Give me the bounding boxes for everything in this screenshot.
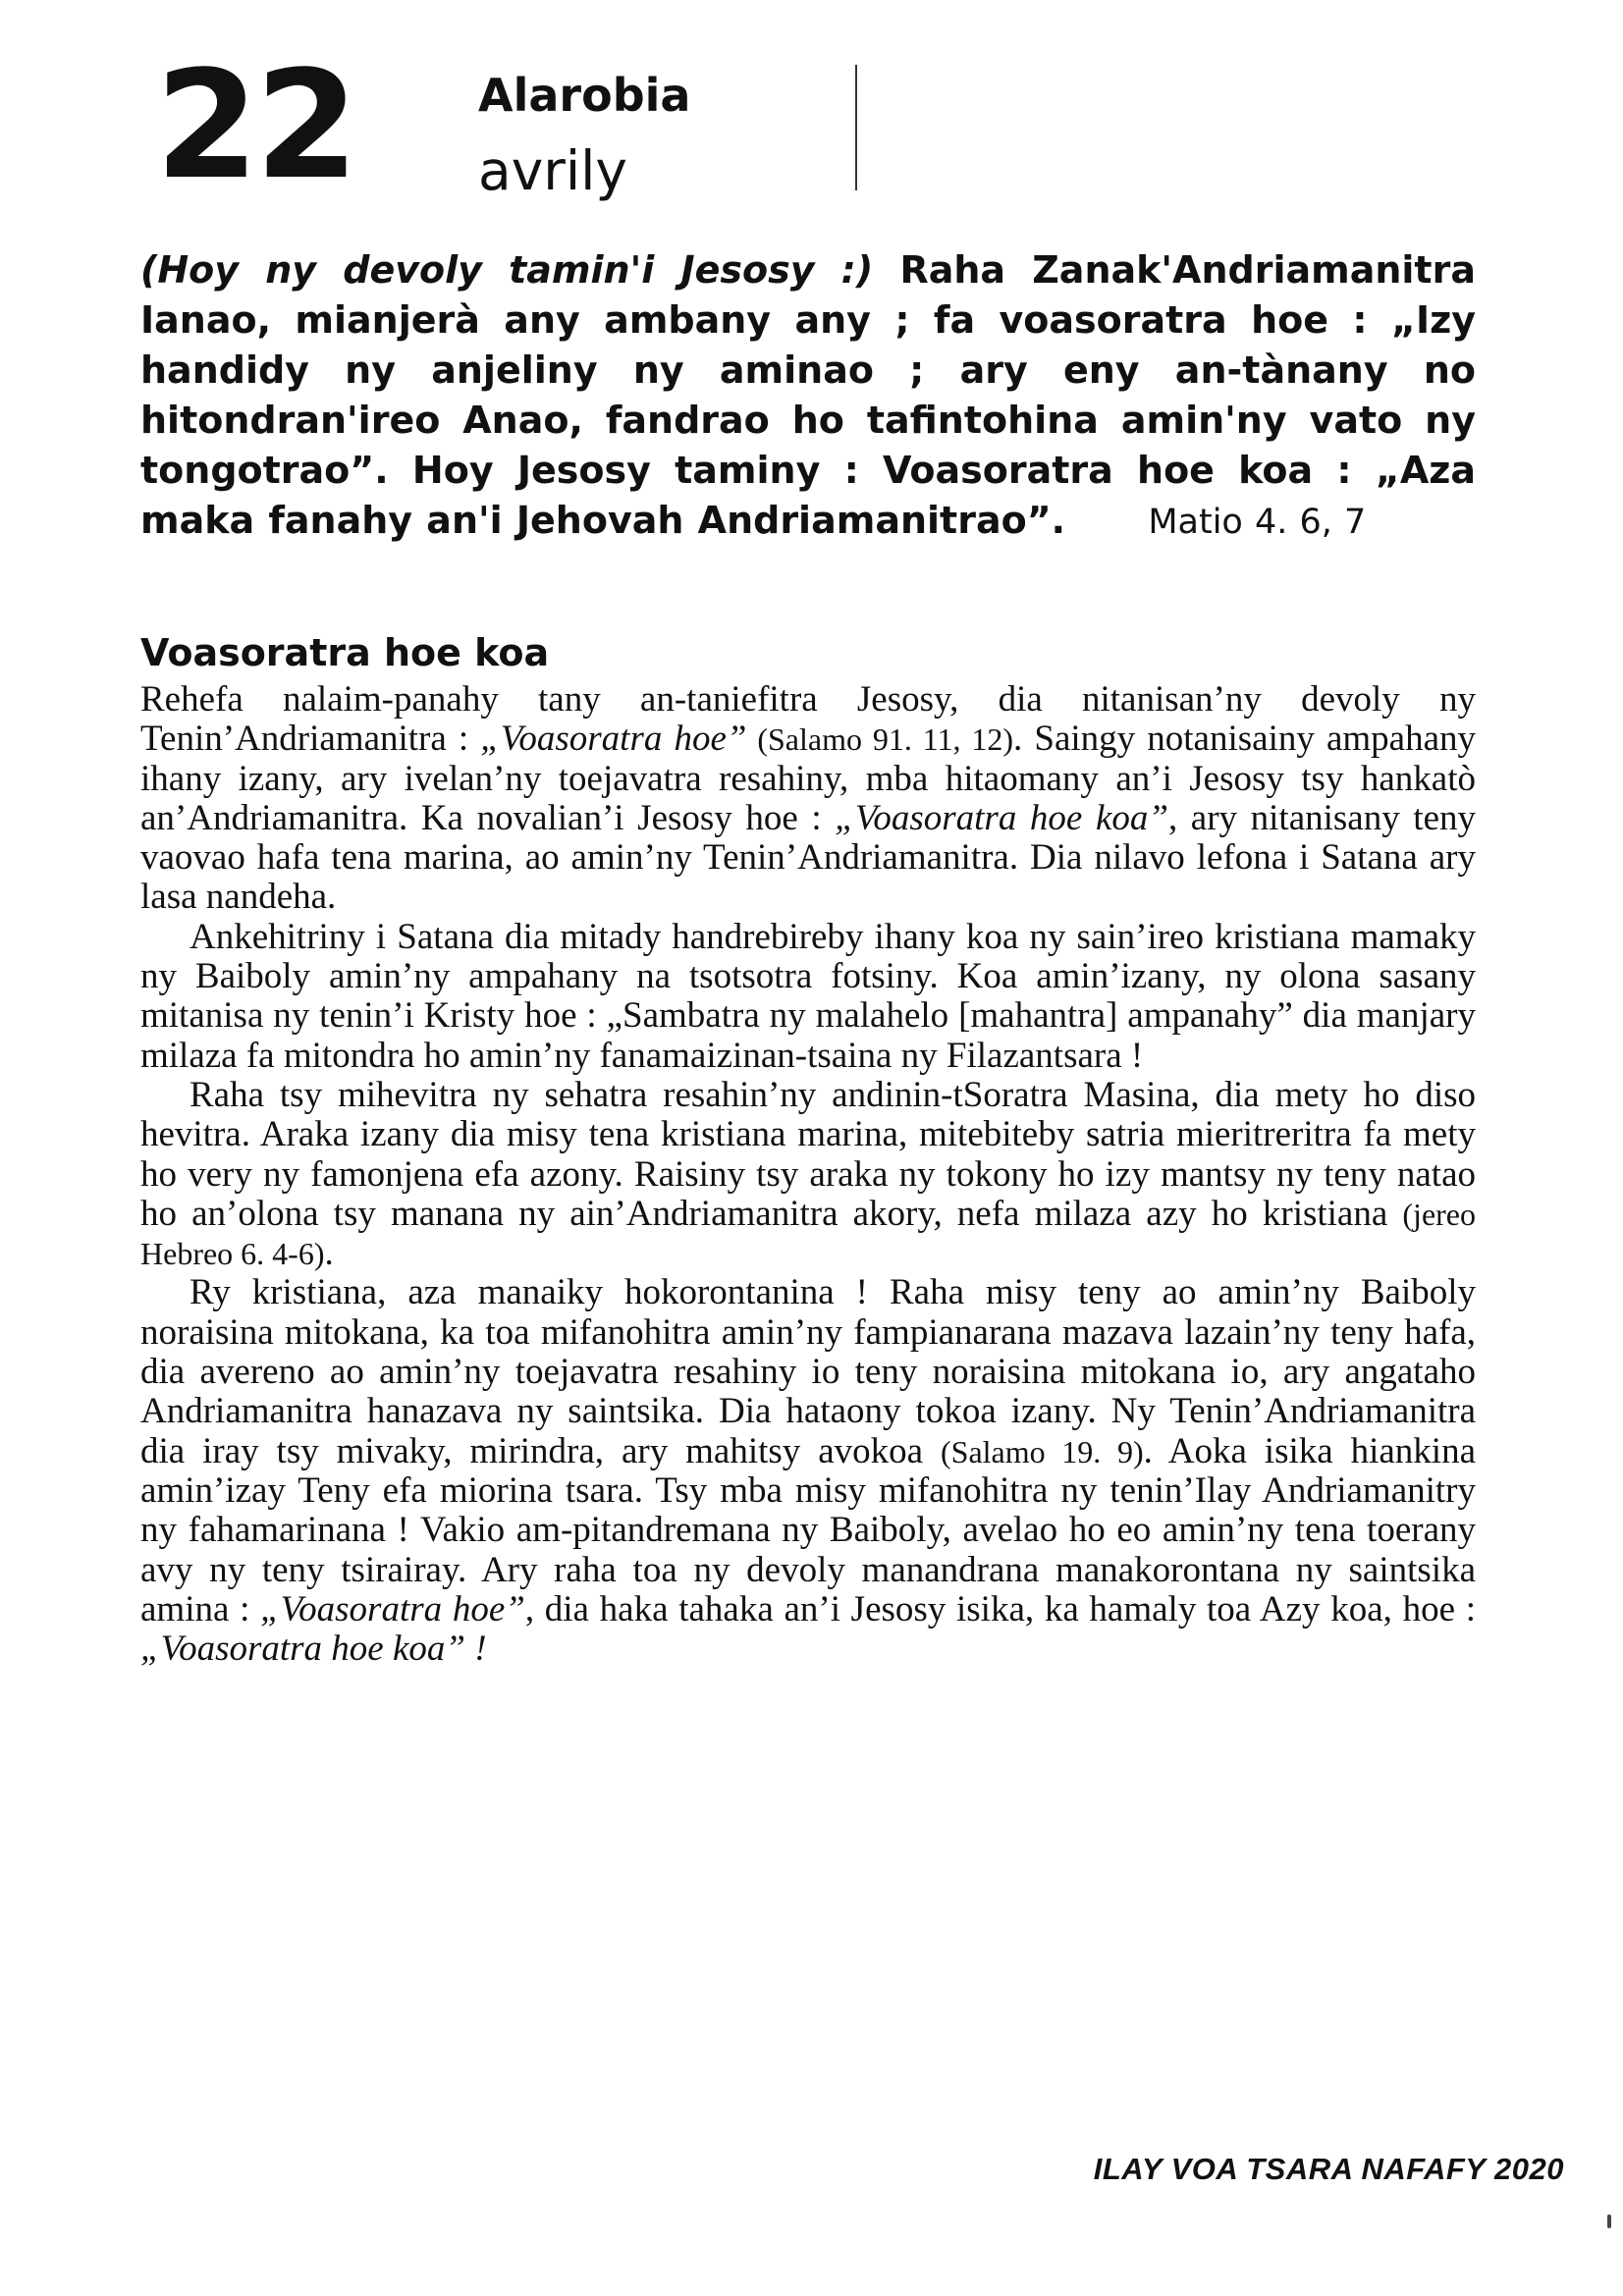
paragraph-1	[140, 680, 1476, 918]
paragraph-2: Ankehitriny i Satana dia mitady handrebireby ihany koa ny sain’ireo kristiana mamaky ny Baiboly amin’ny ampahany na tsotsotra fotsiny. Koa amin’izany, ny olona sasany mitanisa ny tenin’i Kristy hoe : „Sambatra ny malahelo [mahantra] ampanahy” dia manjary milaza fa mitondra ho amin’ny fanamaizinan-tsaina ny Filazantsara !	[140, 916, 1476, 1076]
scripture-quote: „Voasoratra hoe”	[480, 719, 747, 760]
paragraph-text: , dia haka tahaka an’i Jesosy isika, ka hamaly toa Azy koa, hoe :	[524, 1588, 1476, 1629]
paragraph-4	[140, 1273, 1476, 1669]
scripture-quote: „Voasoratra hoe koa” !	[140, 1629, 487, 1670]
header-divider	[855, 65, 857, 190]
page-edge-mark	[1607, 2215, 1611, 2228]
paragraph-text: Rehefa nalaim-panahy tany an-taniefitra Jesosy, dia nitanisan’ny devoly ny Tenin’Andriamanitra :	[140, 679, 1476, 760]
paragraph-text: , ary nitanisany teny vaovao hafa tena marina, ao amin’ny Tenin’Andriamanitra. Dia nilavo lefona i Satana ary lasa nandeha.	[140, 797, 1477, 918]
paragraph-3	[140, 1076, 1476, 1273]
weekday: Alarobia	[478, 69, 691, 122]
scripture-quote: „Voasoratra hoe koa”	[835, 797, 1168, 838]
scripture-reference: (Salamo 91. 11, 12)	[746, 721, 1014, 758]
scripture-quote: „Voasoratra hoe”	[260, 1588, 525, 1629]
paragraph-text: Ry kristiana, aza manaiky hokorontanina ! Raha misy teny ao amin’ny Baiboly noraisina mitokana, ka toa mifanohitra amin’ny fampianarana mazava lazain’ny teny hafa, dia avereno ao amin’ny toejavatra resahiny io teny noraisina mitokana io, ary angataho Andriamanitra hanazava ny saintsika. Dia hataony tokoa izany. Ny Tenin’Andriamanitra dia iray tsy mivaky, mirindra, ary mahitsy avokoa	[140, 1272, 1476, 1471]
paragraph-text: .	[324, 1233, 334, 1274]
day-number: 22	[155, 38, 355, 212]
meditation-body	[140, 680, 1476, 1669]
paragraph-text: . Saingy notanisainy ampahany ihany izany, ary ivelan’ny toejavatra resahiny, mba hitaomany an’i Jesosy tsy hankatò an’Andriamanitra. Ka novalian’i Jesosy hoe :	[140, 719, 1476, 838]
month: avrily	[478, 139, 627, 202]
daily-verse	[140, 245, 1476, 548]
paragraph-text: Raha tsy mihevitra ny sehatra resahin’ny andinin-tSoratra Masina, dia mety ho diso hevitra. Araka izany dia misy tena kristiana marina, mitebiteby satria mieritreritra fa mety ho very ny famonjena efa azony. Raisiny tsy araka ny tokony ho izy mantsy ny teny natao ho an’olona tsy manana ny ain’Andriamanitra akory, nefa milaza azy ho kristiana	[140, 1074, 1476, 1234]
section-title: Voasoratra hoe koa	[140, 631, 550, 674]
footer-publication-title: ILAY VOA TSARA NAFAFY 2020	[1093, 2152, 1564, 2186]
paragraph-text: . Aoka isika hiankina amin’izay Teny efa miorina tsara. Tsy mba misy mifanohitra ny tenin’Ilay Andriamanitry ny fahamarinana ! Vakio am-pitandremana ny Baiboly, avelao ho eo amin’ny tena toerany avy ny teny tsirairay. Ary raha toa ny devoly manandrana manakorontana ny saintsika amina :	[140, 1430, 1477, 1629]
scripture-reference: (jereo Hebreo 6. 4-6)	[140, 1196, 1476, 1272]
verse-intro: (Hoy ny devoly tamin'i Jesosy :)	[140, 248, 874, 292]
scripture-reference: (Salamo 19. 9)	[940, 1433, 1144, 1469]
verse-reference: Matio 4. 6, 7	[1148, 503, 1367, 542]
verse-text: Raha Zanak'Andriamanitra Ianao, mianjerà any ambany any ; fa voasoratra hoe : „Izy handidy ny anjeliny ny aminao ; ary eny an-tànany no hitondran'ireo Anao, fandrao ho tafintohina amin'ny vato ny tongotrao”. Hoy Jesosy taminy : Voasoratra hoe koa : „Aza maka fanahy an'i Jehovah Andriamanitrao”.	[140, 248, 1476, 542]
